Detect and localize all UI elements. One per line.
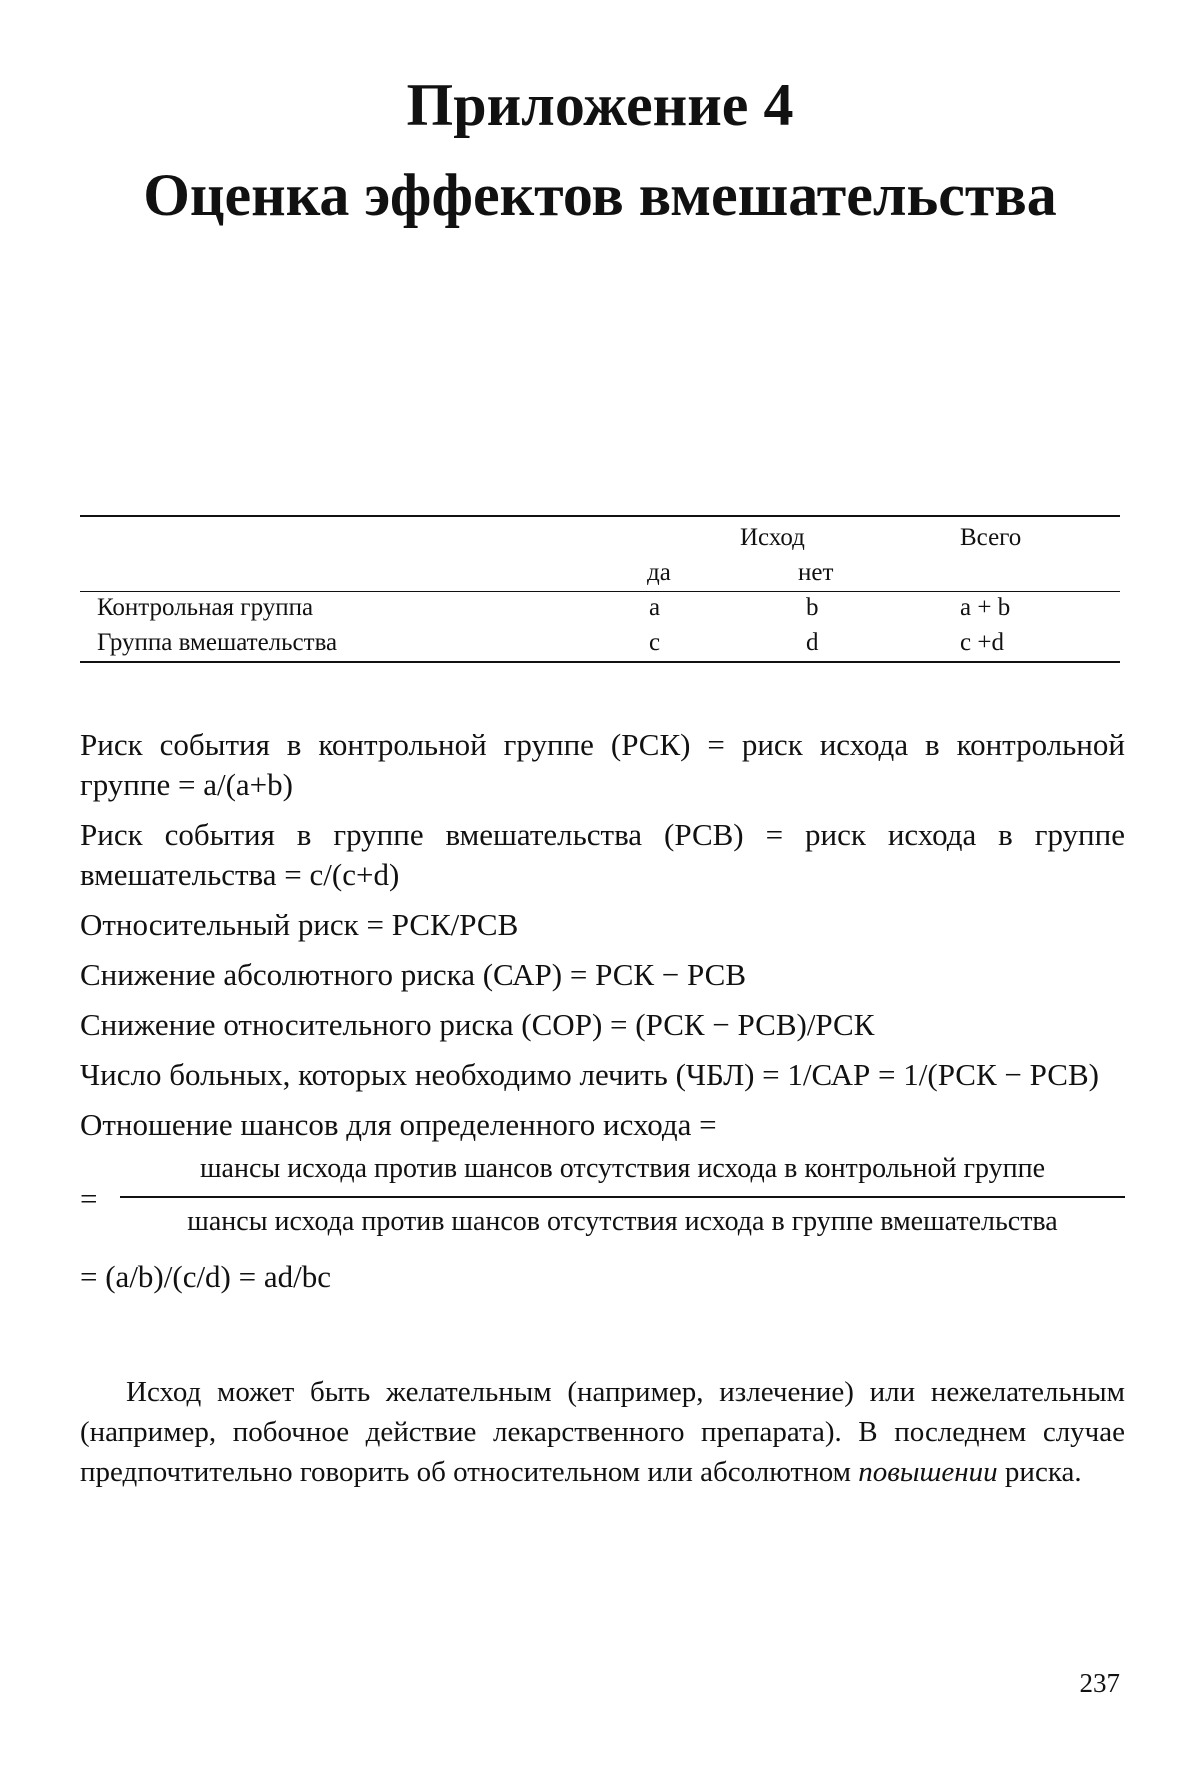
paragraph-text-end: риска. bbox=[997, 1456, 1082, 1488]
formula-absolute-risk-reduction: Снижение абсолютного риска (САР) = РСК − РСВ bbox=[80, 957, 747, 992]
formula-relative-risk: Относительный риск = РСК/РСВ bbox=[80, 907, 519, 942]
fraction-equals-sign: = bbox=[80, 1181, 98, 1216]
header-outcome: Исход bbox=[740, 524, 805, 551]
cell-no: b bbox=[806, 594, 819, 621]
subheader-yes: да bbox=[647, 559, 671, 586]
table-bottom-rule bbox=[80, 661, 1120, 663]
cell-total: c +d bbox=[960, 629, 1004, 656]
subheader-no: нет bbox=[798, 559, 834, 586]
paragraph-text-start: Исход может быть желательным (например, излечение) или нежелательным (например, побочное действие лекарственного препарата). В последнем случае предпочтительно говорить об относительном или абсолютном bbox=[80, 1376, 1125, 1488]
cell-total: a + b bbox=[960, 594, 1011, 621]
explanatory-paragraph bbox=[80, 1372, 1125, 1492]
cell-yes: c bbox=[649, 629, 661, 656]
cell-no: d bbox=[806, 629, 819, 656]
formulas-block bbox=[80, 725, 1125, 1307]
paragraph-emphasis: повышении bbox=[858, 1456, 998, 1488]
formula-number-needed-to-treat: Число больных, которых необходимо лечить (ЧБЛ) = 1/САР = 1/(РСК − РСВ) bbox=[80, 1057, 1099, 1092]
chapter-title: Оценка эффектов вмешательства bbox=[143, 162, 1057, 228]
header-total: Всего bbox=[960, 524, 1022, 551]
formula-intervention-risk: Риск события в группе вмешательства (РСВ) = риск исхода в группе вмешательства = c/(c+d) bbox=[80, 817, 1125, 892]
formula-odds-ratio-result: = (a/b)/(c/d) = ad/bc bbox=[80, 1259, 331, 1294]
title-block bbox=[0, 60, 1200, 240]
formula-control-risk: Риск события в контрольной группе (РСК) = риск исхода в контрольной группе = a/(a+b) bbox=[80, 727, 1125, 802]
odds-ratio-fraction bbox=[80, 1149, 1125, 1249]
cell-yes: a bbox=[649, 594, 661, 621]
formula-relative-risk-reduction: Снижение относительного риска (СОР) = (РСК − РСВ)/РСК bbox=[80, 1007, 875, 1042]
fraction-denominator: шансы исхода против шансов отсутствия исхода в группе вмешательства bbox=[187, 1206, 1058, 1237]
fraction-bar bbox=[120, 1196, 1125, 1198]
row-label: Контрольная группа bbox=[97, 594, 314, 621]
page-number: 237 bbox=[1079, 1668, 1120, 1698]
formula-odds-ratio: Отношение шансов для определенного исхода = bbox=[80, 1107, 717, 1142]
fraction-numerator: шансы исхода против шансов отсутствия исхода в контрольной группе bbox=[200, 1153, 1045, 1184]
row-label: Группа вмешательства bbox=[97, 629, 338, 656]
table-top-rule bbox=[80, 515, 1120, 517]
table-header-rule bbox=[80, 591, 1120, 592]
appendix-heading: Приложение 4 bbox=[406, 72, 794, 138]
